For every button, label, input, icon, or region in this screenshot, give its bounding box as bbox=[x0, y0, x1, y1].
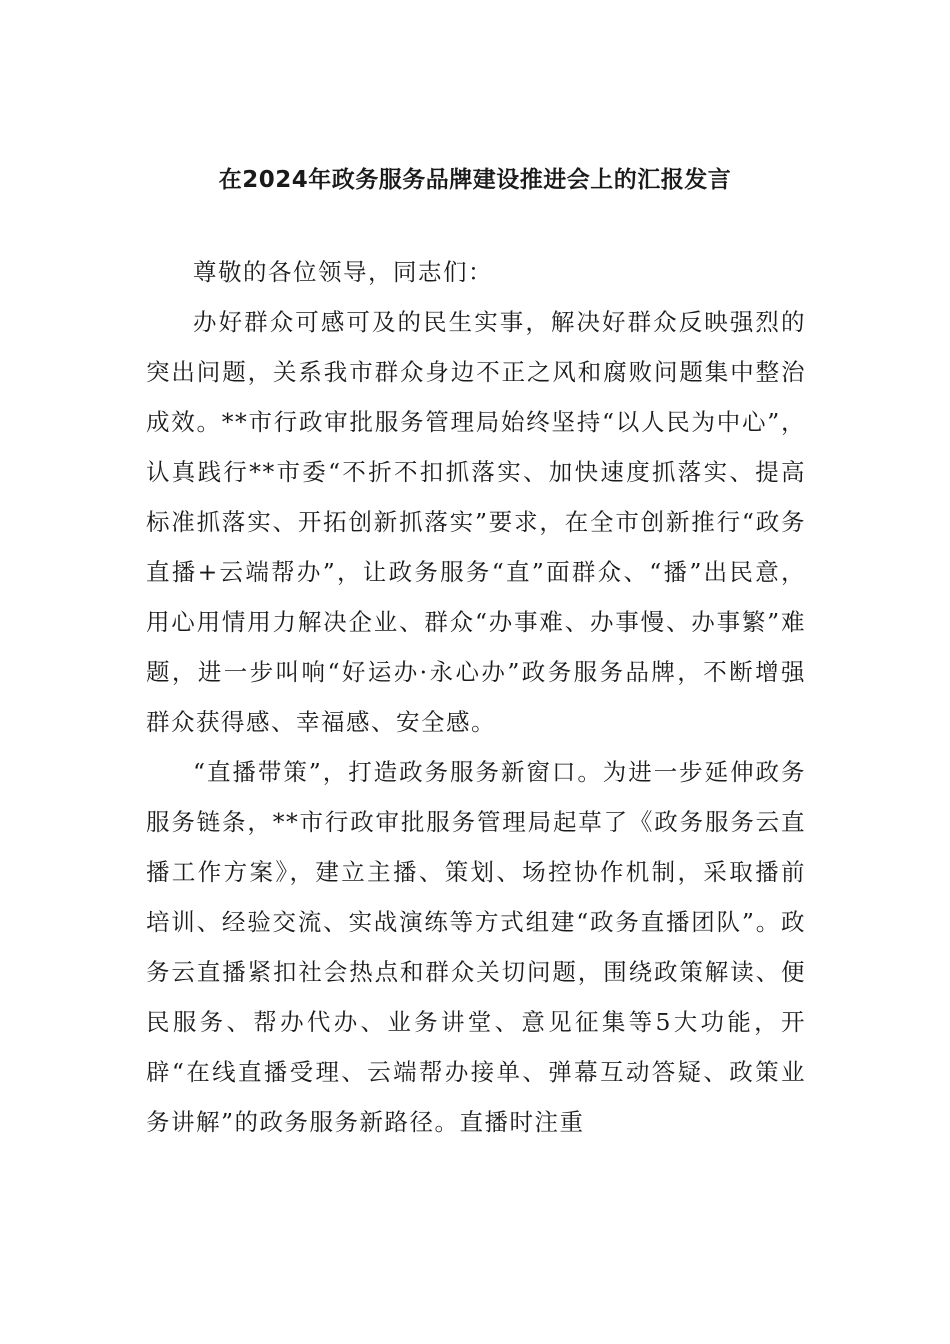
document-title: 在2024年政务服务品牌建设推进会上的汇报发言 bbox=[218, 167, 732, 193]
paragraph-live-broadcast: “直播带策”，打造政务服务新窗口。为进一步延伸政务服务链条，**市行政审批服务管理局起草了《政务服务云直播工作方案》，建立主播、策划、场控协作机制，采取播前培训、经验交流、实战演练等方式组建“政务直播团队”。政务云直播紧扣社会热点和群众关切问题，围绕政策解读、便民服务、帮办代办、业务讲堂、意见征集等5大功能，开辟“在线直播受理、云端帮办接单、弹幕互动答疑、政策业务讲解”的政务服务新路径。直播时注重 bbox=[146, 758, 806, 1136]
salutation: 尊敬的各位领导，同志们： bbox=[193, 258, 493, 286]
paragraph-intro: 办好群众可感可及的民生实事，解决好群众反映强烈的突出问题，关系我市群众身边不正之风和腐败问题集中整治成效。**市行政审批服务管理局始终坚持“以人民为中心”，认真践行**市委“不折不扣抓落实、加快速度抓落实、提高标准抓落实、开拓创新抓落实”要求，在全市创新推行“政务直播+云端帮办”，让政务服务“直”面群众、“播”出民意，用心用情用力解决企业、群众“办事难、办事慢、办事繁”难题，进一步叫响“好运办·永心办”政务服务品牌，不断增强群众获得感、幸福感、安全感。 bbox=[146, 308, 806, 736]
document-body bbox=[146, 247, 806, 1147]
